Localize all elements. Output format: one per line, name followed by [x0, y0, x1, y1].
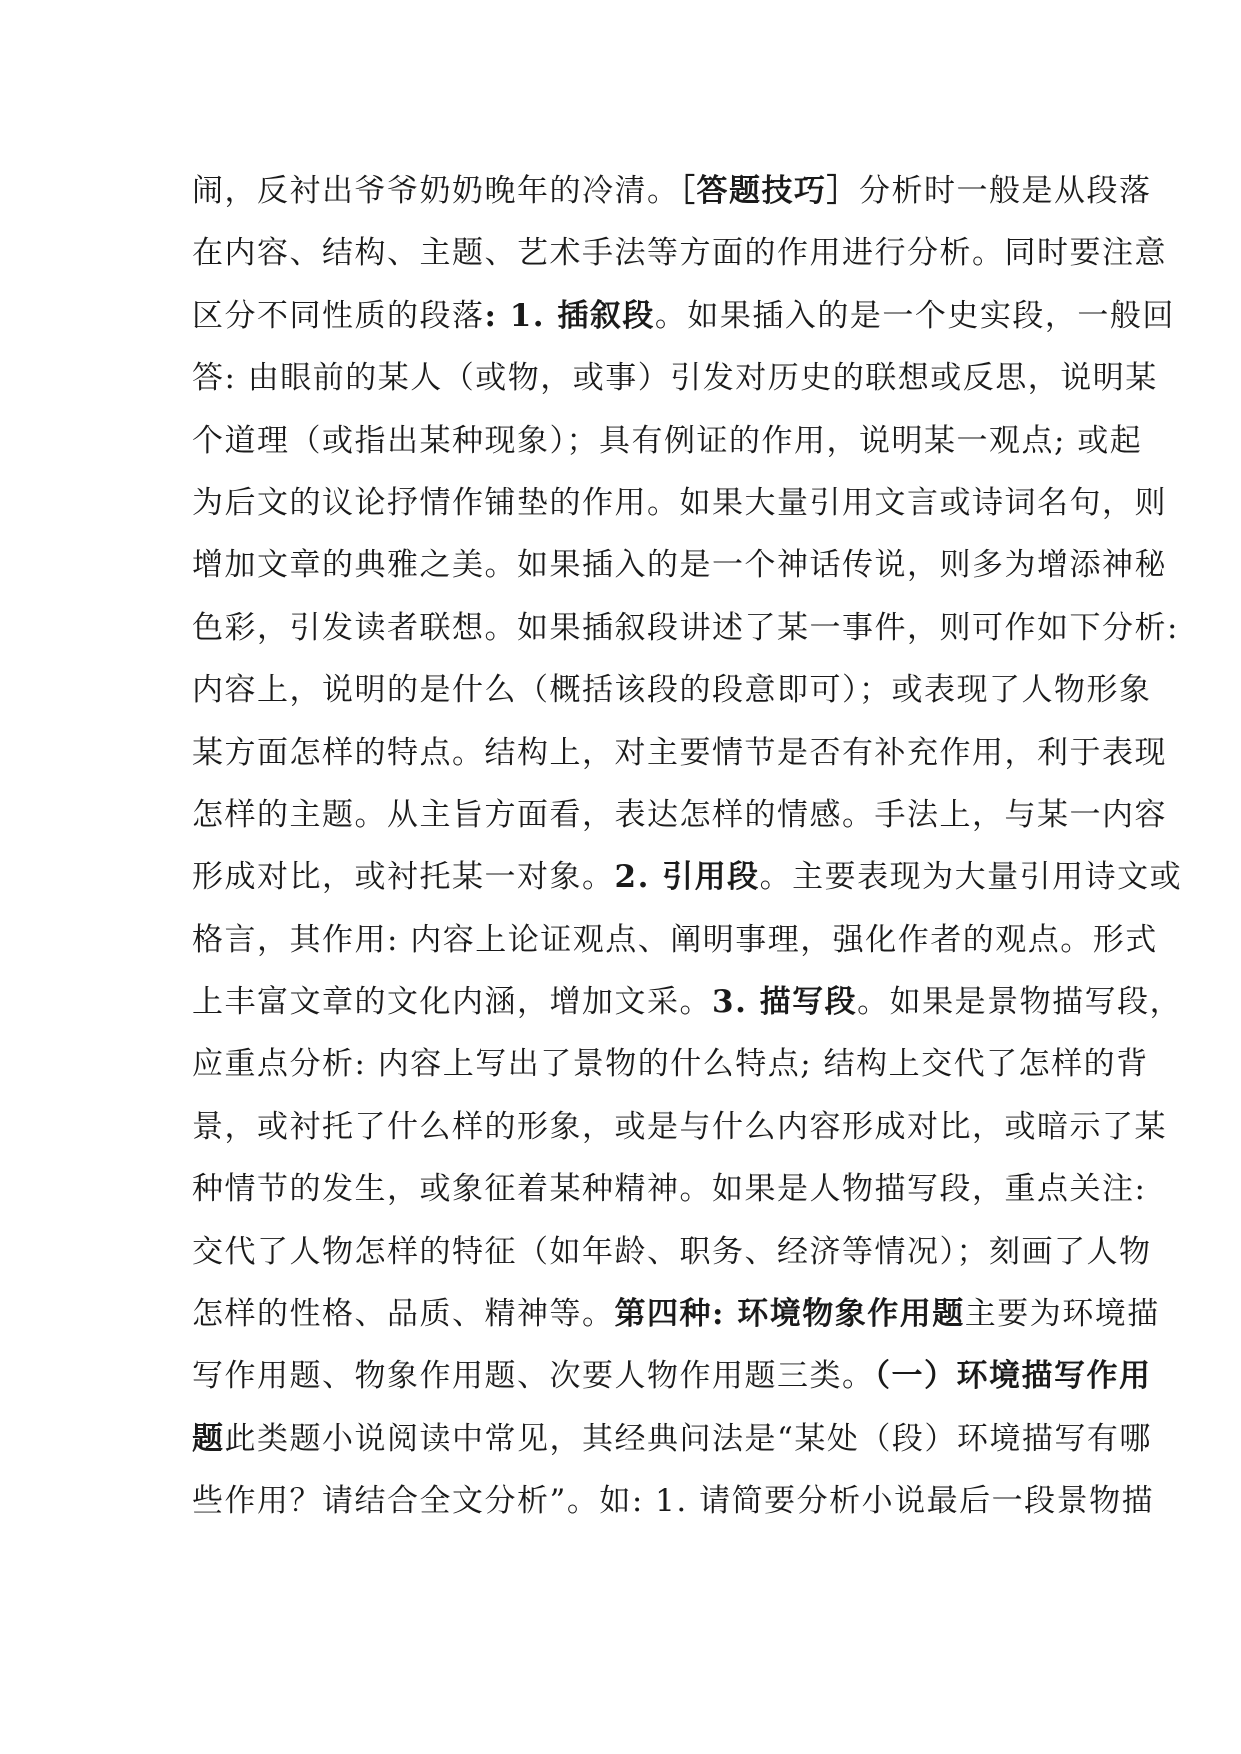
text-line-1 — [192, 160, 1152, 222]
text-run: 形成对比，或衬托某一对象。 — [192, 859, 615, 896]
text-line-2 — [192, 222, 1167, 284]
text-run: 。主要表现为大量引用诗文或 — [759, 859, 1183, 896]
text-run: 。如果是景物描写段， — [857, 984, 1183, 1021]
text-run: 答: 由眼前的某人（或物，或事）引发对历史的联想或反思，说明某 — [192, 360, 1158, 397]
text-run: 区分不同性质的段落 — [192, 297, 485, 334]
bold-heading-continuation: 题 — [192, 1420, 225, 1457]
text-line-16 — [192, 1096, 1167, 1158]
text-run: 交代了人物怎样的特征（如年龄、职务、经济等情况）；刻画了人物 — [192, 1233, 1152, 1270]
text-line-15 — [192, 1033, 1149, 1095]
text-run: 怎样的性格、品质、精神等。 — [192, 1296, 615, 1333]
text-run: 为后文的议论抒情作铺垫的作用。如果大量引用文言或诗词名句，则 — [192, 484, 1167, 521]
text-run: 格言，其作用: 内容上论证观点、阐明事理，强化作者的观点。形式 — [192, 921, 1158, 958]
text-line-5 — [192, 410, 1143, 472]
text-line-8 — [192, 597, 1179, 659]
text-line-14 — [192, 971, 1183, 1033]
text-run: 怎样的主题。从主旨方面看，表达怎样的情感。手法上，与某一内容 — [192, 796, 1167, 833]
text-line-21 — [192, 1408, 1152, 1470]
text-line-7 — [192, 534, 1167, 596]
text-line-6 — [192, 472, 1167, 534]
bold-heading-flashback-paragraph: : 1. 插叙段 — [484, 297, 655, 334]
text-run: 内容上，说明的是什么（概括该段的段意即可）；或表现了人物形象 — [192, 672, 1152, 709]
text-run: 闹，反衬出爷爷奶奶晚年的冷清。 — [192, 173, 680, 209]
text-run: 色彩，引发读者联想。如果插叙段讲述了某一事件，则可作如下分析: — [192, 609, 1179, 646]
text-line-13 — [192, 909, 1158, 971]
text-line-4 — [192, 347, 1158, 409]
text-run: 在内容、结构、主题、艺术手法等方面的作用进行分析。同时要注意 — [192, 235, 1167, 272]
text-line-9 — [192, 659, 1152, 721]
bold-heading-description-paragraph: 3. 描写段 — [712, 984, 858, 1021]
text-line-22 — [192, 1470, 1155, 1532]
bold-heading-type-four: 第四种: 环境物象作用题 — [614, 1296, 965, 1333]
text-line-11 — [192, 784, 1167, 846]
bold-heading-quotation-paragraph: 2. 引用段 — [614, 859, 760, 896]
text-run: 写作用题、物象作用题、次要人物作用题三类。 — [192, 1358, 875, 1395]
text-run: 景，或衬托了什么样的形象，或是与什么内容形成对比，或暗示了某 — [192, 1108, 1167, 1145]
bold-heading-answer-tips: ［答题技巧］ — [679, 173, 859, 209]
text-line-12 — [192, 846, 1183, 908]
text-run: 此类题小说阅读中常见，其经典问法是“某处（段）环境描写有哪 — [224, 1420, 1152, 1457]
text-line-17 — [192, 1158, 1147, 1220]
text-run: 某方面怎样的特点。结构上，对主要情节是否有补充作用，利于表现 — [192, 734, 1167, 771]
text-run: 增加文章的典雅之美。如果插入的是一个神话传说，则多为增添神秘 — [192, 547, 1167, 584]
text-line-18 — [192, 1221, 1152, 1283]
text-run: 应重点分析: 内容上写出了景物的什么特点; 结构上交代了怎样的背 — [192, 1046, 1149, 1083]
text-line-10 — [192, 722, 1167, 784]
text-run: 上丰富文章的文化内涵，增加文采。 — [192, 984, 712, 1021]
text-run: 个道理（或指出某种现象）；具有例证的作用，说明某一观点; 或起 — [192, 422, 1143, 459]
text-run: 主要为环境描 — [964, 1296, 1160, 1333]
text-line-3 — [192, 285, 1175, 347]
text-line-19 — [192, 1283, 1160, 1345]
text-run: 些作用？请结合全文分析”。如: 1. 请简要分析小说最后一段景物描 — [192, 1483, 1155, 1520]
body-text — [192, 160, 1183, 1533]
text-run: 分析时一般是从段落 — [859, 173, 1152, 209]
text-run: 。如果插入的是一个史实段，一般回 — [654, 297, 1175, 334]
bold-heading-environment-description: （一）环境描写作用 — [874, 1358, 1152, 1395]
text-run: 种情节的发生，或象征着某种精神。如果是人物描写段，重点关注: — [192, 1171, 1147, 1208]
text-line-20 — [192, 1345, 1152, 1407]
